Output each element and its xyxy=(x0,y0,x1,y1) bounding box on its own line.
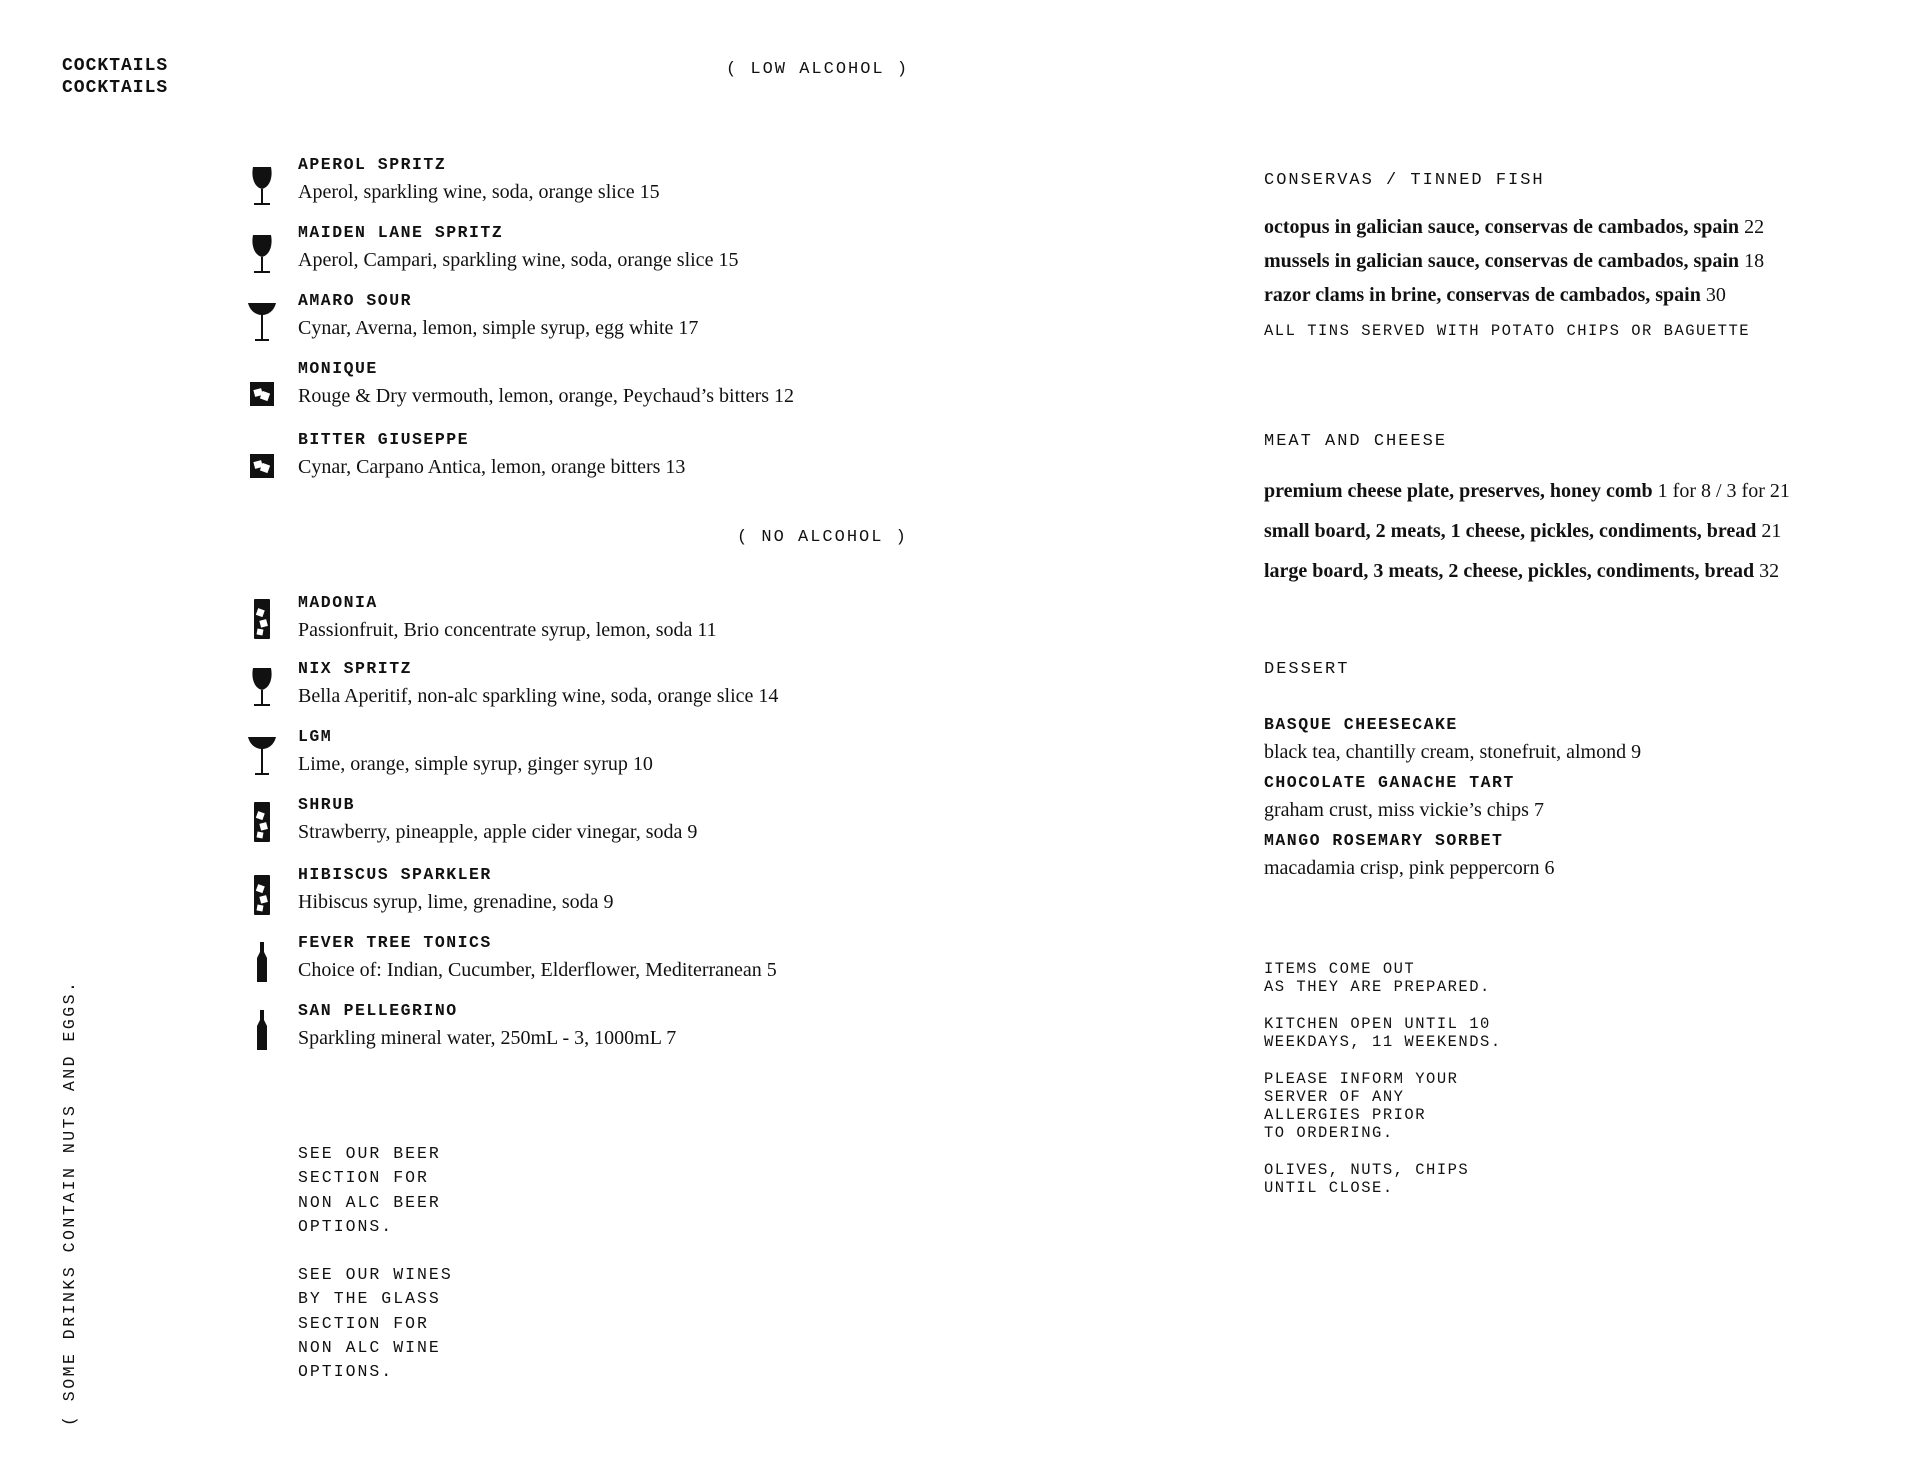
menu-title xyxy=(62,55,168,99)
dessert-name: MANGO ROSEMARY SORBET xyxy=(1264,831,1504,850)
drink-item xyxy=(298,593,717,643)
dessert-name: BASQUE CHEESECAKE xyxy=(1264,715,1458,734)
dessert-item xyxy=(1264,773,1641,823)
drink-description: Cynar, Averna, lemon, simple syrup, egg white 17 xyxy=(298,317,699,339)
conservas-note: ALL TINS SERVED WITH POTATO CHIPS OR BAGUETTE xyxy=(1264,322,1751,340)
allergy-vertical-note: ( SOME DRINKS CONTAIN NUTS AND EGGS. xyxy=(60,979,79,1426)
drink-name: LGM xyxy=(298,727,333,746)
drink-name: BITTER GIUSEPPE xyxy=(298,430,470,449)
menu-item-text: octopus in galician sauce, conservas de cambados, spain xyxy=(1264,216,1740,238)
wine-glass-icon xyxy=(246,231,278,279)
dessert-price: 7 xyxy=(1533,799,1544,821)
drink-description: Passionfruit, Brio concentrate syrup, lemon, soda 11 xyxy=(298,619,717,641)
menu-item xyxy=(1264,244,1764,278)
drink-item xyxy=(298,430,685,480)
conservas-heading: CONSERVAS / TINNED FISH xyxy=(1264,171,1545,190)
drink-name: APEROL SPRITZ xyxy=(298,155,447,174)
drink-item xyxy=(298,291,698,341)
drink-item xyxy=(298,659,778,709)
drink-name: MAIDEN LANE SPRITZ xyxy=(298,223,504,242)
drink-item xyxy=(298,865,614,915)
dessert-heading: DESSERT xyxy=(1264,660,1350,679)
menu-item xyxy=(1264,210,1764,244)
dessert-desc-text: graham crust, miss vickie’s chips xyxy=(1264,799,1529,821)
low-alcohol-label: ( LOW ALCOHOL ) xyxy=(726,60,910,79)
wine-note: SEE OUR WINES BY THE GLASS SECTION FOR NON ALC WINE OPTIONS. xyxy=(298,1265,453,1382)
highball-glass-icon xyxy=(246,597,278,645)
highball-glass-icon xyxy=(246,800,278,848)
info-notes xyxy=(1264,960,1502,1216)
bottle-icon xyxy=(246,1008,278,1056)
dessert-price: 6 xyxy=(1544,857,1555,879)
highball-glass-icon xyxy=(246,873,278,921)
drink-description: Sparkling mineral water, 250mL - 3, 1000mL 7 xyxy=(298,1027,677,1049)
drink-description: Strawberry, pineapple, apple cider vinegar, soda 9 xyxy=(298,821,698,843)
drink-description: Aperol, Campari, sparkling wine, soda, orange slice 15 xyxy=(298,249,739,271)
menu-item-price: 22 xyxy=(1744,216,1765,238)
drink-description: Cynar, Carpano Antica, lemon, orange bitters 13 xyxy=(298,456,686,478)
drink-description: Choice of: Indian, Cucumber, Elderflower, Mediterranean 5 xyxy=(298,959,777,981)
drink-item xyxy=(298,223,738,273)
drink-description: Rouge & Dry vermouth, lemon, orange, Peychaud’s bitters 12 xyxy=(298,385,795,407)
menu-item-text: mussels in galician sauce, conservas de cambados, spain xyxy=(1264,250,1740,272)
coupe-glass-icon xyxy=(246,733,278,781)
menu-title-line-2: COCKTAILS xyxy=(62,78,169,98)
drink-item xyxy=(298,727,653,777)
beer-note: SEE OUR BEER SECTION FOR NON ALC BEER OPTIONS. xyxy=(298,1144,441,1236)
dessert-name: CHOCOLATE GANACHE TART xyxy=(1264,773,1515,792)
menu-item xyxy=(1264,551,1790,591)
dessert-item xyxy=(1264,831,1641,881)
drink-description: Bella Aperitif, non-alc sparkling wine, soda, orange slice 14 xyxy=(298,685,779,707)
info-note: ITEMS COME OUT AS THEY ARE PREPARED. xyxy=(1264,960,1491,996)
dessert-desc-text: black tea, chantilly cream, stonefruit, almond xyxy=(1264,741,1627,763)
coupe-glass-icon xyxy=(246,299,278,347)
menu-item xyxy=(1264,511,1790,551)
drink-name: SAN PELLEGRINO xyxy=(298,1001,458,1020)
drink-name: MADONIA xyxy=(298,593,378,612)
menu-item-price: 18 xyxy=(1744,250,1765,272)
drink-name: FEVER TREE TONICS xyxy=(298,933,492,952)
dessert-desc-text: macadamia crisp, pink peppercorn xyxy=(1264,857,1540,879)
drink-item xyxy=(298,1001,676,1051)
dessert-description xyxy=(1264,855,1641,881)
drink-name: AMARO SOUR xyxy=(298,291,413,310)
drink-item xyxy=(298,795,697,845)
menu-item-price: 30 xyxy=(1705,284,1726,306)
info-note: KITCHEN OPEN UNTIL 10 WEEKDAYS, 11 WEEKENDS. xyxy=(1264,1015,1502,1051)
wine-glass-icon xyxy=(246,664,278,712)
info-note: OLIVES, NUTS, CHIPS UNTIL CLOSE. xyxy=(1264,1161,1470,1197)
dessert-description xyxy=(1264,797,1641,823)
drink-item xyxy=(298,933,777,983)
menu-item-text: premium cheese plate, preserves, honey comb xyxy=(1264,480,1653,502)
drink-name: SHRUB xyxy=(298,795,356,814)
meat-cheese-heading: MEAT AND CHEESE xyxy=(1264,432,1448,451)
dessert-item xyxy=(1264,715,1641,765)
menu-item xyxy=(1264,471,1790,511)
menu-title-line-1: COCKTAILS xyxy=(62,56,169,76)
conservas-section xyxy=(1264,171,1764,340)
drink-name: HIBISCUS SPARKLER xyxy=(298,865,492,884)
drink-description: Hibiscus syrup, lime, grenadine, soda 9 xyxy=(298,891,614,913)
menu-item-text: small board, 2 meats, 1 cheese, pickles, condiments, bread xyxy=(1264,520,1757,542)
menu-item-text: razor clams in brine, conservas de cambados, spain xyxy=(1264,284,1701,306)
rocks-glass-icon xyxy=(246,370,278,418)
drink-description: Aperol, sparkling wine, soda, orange slice 15 xyxy=(298,181,660,203)
meat-cheese-section xyxy=(1264,432,1790,591)
drink-description: Lime, orange, simple syrup, ginger syrup 10 xyxy=(298,753,653,775)
menu-item-price: 21 xyxy=(1761,520,1782,542)
no-alcohol-label: ( NO ALCOHOL ) xyxy=(737,528,908,547)
dessert-price: 9 xyxy=(1631,741,1642,763)
bottle-icon xyxy=(246,940,278,988)
dessert-section xyxy=(1264,660,1641,881)
rocks-glass-icon xyxy=(246,442,278,490)
drink-item xyxy=(298,155,660,205)
drink-name: MONIQUE xyxy=(298,359,378,378)
menu-item-price: 32 xyxy=(1759,560,1780,582)
menu-item xyxy=(1264,278,1764,312)
menu-item-price: 1 for 8 / 3 for 21 xyxy=(1657,480,1790,502)
dessert-description xyxy=(1264,739,1641,765)
wine-glass-icon xyxy=(246,163,278,211)
drink-name: NIX SPRITZ xyxy=(298,659,413,678)
drink-item xyxy=(298,359,794,409)
info-note: PLEASE INFORM YOUR SERVER OF ANY ALLERGIES PRIOR TO ORDERING. xyxy=(1264,1070,1459,1142)
menu-item-text: large board, 3 meats, 2 cheese, pickles, condiments, bread xyxy=(1264,560,1755,582)
